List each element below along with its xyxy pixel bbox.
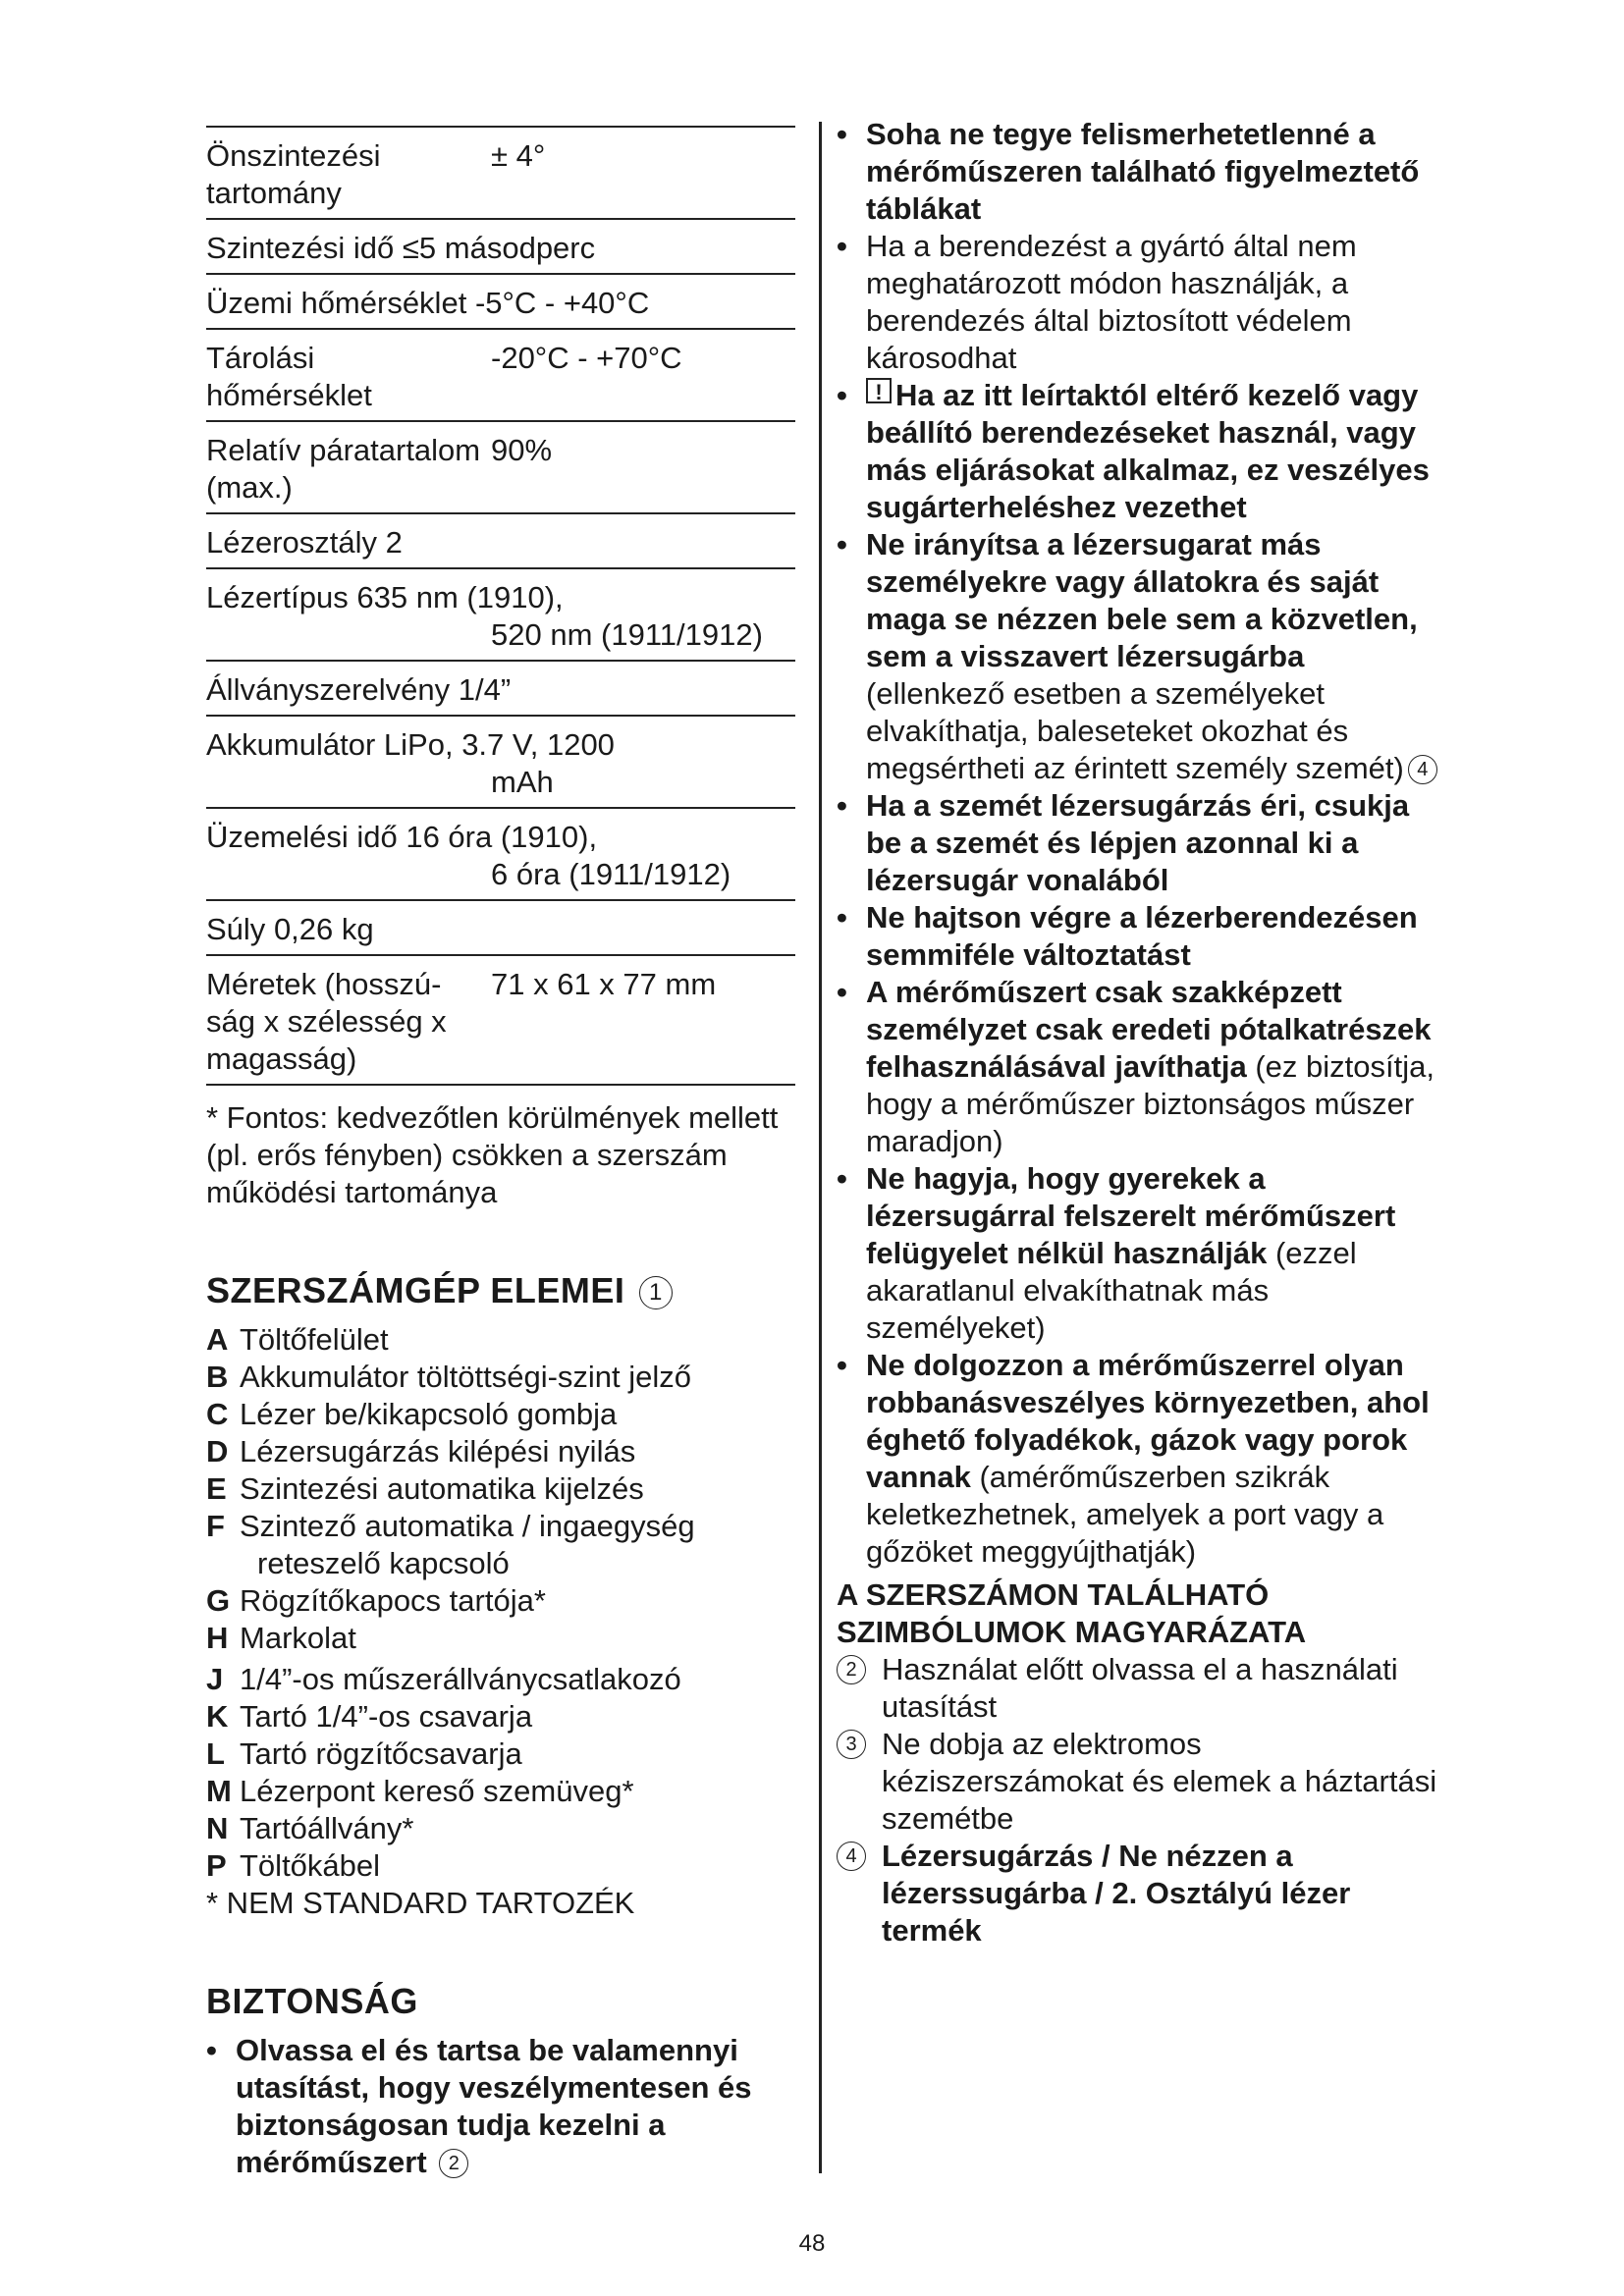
figure-ref-4: 4: [837, 1842, 866, 1871]
spec-label: Üzemi hőmérséklet: [206, 286, 467, 320]
bullet-text: Ha a berendezést a gyártó által nem meghatározott módon használják, a berendezés által biztosított védelem károsodhat: [866, 229, 1357, 375]
spec-row-dimensions: [206, 956, 795, 1086]
part-key: A: [206, 1322, 229, 1357]
symbol-item: [837, 1651, 1445, 1726]
spec-label: Állványszerelvény: [206, 672, 451, 707]
spec-label: Súly: [206, 912, 266, 946]
parts-list-item: [206, 1359, 795, 1396]
bullet-text: (ezzel akaratlanul elvakíthatnak más személyeket): [866, 1236, 1357, 1345]
part-text: Tartó 1/4”-os csavarja: [240, 1699, 533, 1734]
safety-bullet: [837, 974, 1445, 1160]
spec-label: Lézerosztály: [206, 525, 378, 560]
part-key: H: [206, 1621, 229, 1655]
part-text: Lézer be/kikapcsoló gombja: [240, 1397, 618, 1431]
safety-list-continued: [837, 116, 1445, 1571]
bullet-text: (amérőműszerben szikrák keletkezhetnek, amelyek a port vagy a gőzöket meggyújthatják): [866, 1460, 1384, 1569]
part-text: Töltőkábel: [240, 1848, 381, 1883]
safety-heading: BIZTONSÁG: [206, 1981, 418, 2021]
parts-list-item: [206, 1620, 795, 1657]
symbols-list: [837, 1651, 1445, 1949]
right-column: [837, 116, 1445, 1949]
bullet-bold-text: Ne dolgozzon a mérőműszerrel olyan robbanásveszélyes környezetben, ahol éghető folyadékok, gázok vagy porok vannak: [866, 1348, 1430, 1494]
spec-row-humidity: [206, 422, 795, 514]
parts-heading: [206, 1270, 795, 1311]
safety-list: [206, 2032, 795, 2181]
spec-label: Méretek (hosszú-ság x szélesség x magasság): [206, 967, 447, 1076]
operating-range-note: * Fontos: kedvezőtlen körülmények mellett (pl. erős fényben) csökken a szerszám működési tartománya: [206, 1100, 779, 1209]
spec-value: 1/4”: [458, 672, 512, 707]
spec-row-laser-type: [206, 569, 795, 662]
spec-row-laser-class: [206, 514, 795, 569]
parts-list-item: [206, 1698, 795, 1735]
spec-table: [206, 126, 795, 1086]
part-key: G: [206, 1583, 231, 1618]
parts-list-item: [206, 1735, 795, 1773]
part-key: B: [206, 1360, 229, 1394]
bullet-bold-text: Soha ne tegye felismerhetetlenné a mérőműszeren található figyelmeztető táblákat: [866, 117, 1420, 226]
warning-icon: [866, 378, 892, 403]
parts-footnote: * NEM STANDARD TARTOZÉK: [206, 1886, 635, 1920]
spec-value: 2: [385, 525, 403, 560]
spec-value: LiPo, 3.7 V, 1200: [383, 727, 615, 762]
spec-row-weight: [206, 901, 795, 956]
spec-value-continued: 6 óra (1911/1912): [491, 857, 731, 891]
parts-list-item: [206, 1433, 795, 1470]
parts-list-item: [206, 1773, 795, 1810]
part-key: P: [206, 1848, 227, 1883]
spec-value: -5°C - +40°C: [474, 286, 650, 320]
symbols-heading: A SZERSZÁMON TALÁLHATÓ SZIMBÓLUMOK MAGYARÁZATA: [837, 1577, 1307, 1649]
parts-heading-text: SZERSZÁMGÉP ELEMEI: [206, 1270, 625, 1310]
spec-value: -20°C - +70°C: [491, 341, 682, 375]
spec-value-continued: mAh: [491, 765, 554, 799]
part-text: Markolat: [240, 1621, 356, 1655]
symbol-text: Használat előtt olvassa el a használati utasítást: [882, 1652, 1398, 1724]
safety-bullet: [837, 1347, 1445, 1571]
part-key: J: [206, 1662, 224, 1696]
spec-label: Üzemelési idő: [206, 820, 398, 854]
symbol-text: Ne dobja az elektromos kéziszerszámokat és elemek a háztartási szemétbe: [882, 1727, 1437, 1836]
spec-label: Lézertípus: [206, 580, 349, 614]
bullet-bold-text: Ne hagyja, hogy gyerekek a lézersugárral felszerelt mérőműszert felügyelet nélkül használják: [866, 1161, 1396, 1270]
part-text: Rögzítőkapocs tartója*: [240, 1583, 546, 1618]
spec-label: Relatív páratartalom (max.): [206, 433, 481, 505]
spec-value: 71 x 61 x 77 mm: [491, 967, 717, 1001]
spec-row-operating-temp: [206, 275, 795, 330]
safety-bullet: [837, 787, 1445, 899]
spec-value: ± 4°: [491, 138, 546, 173]
bullet-bold-text: Ha az itt leírtaktól eltérő kezelő vagy beállító berendezéseket használ, vagy más eljárásokat alkalmaz, ez veszélyes sugárterheléshez vezethet: [866, 378, 1430, 524]
part-text: Töltőfelület: [240, 1322, 389, 1357]
parts-list-item: [206, 1396, 795, 1433]
spec-value-continued: 520 nm (1911/1912): [491, 617, 763, 652]
spec-value: 16 óra (1910),: [406, 820, 598, 854]
spec-row-runtime: [206, 809, 795, 901]
bullet-text: (ellenkező esetben a személyeket elvakíthatja, baleseteket okozhat és megsértheti az érintett személy szemét): [866, 676, 1404, 785]
spec-row-battery: [206, 717, 795, 809]
spec-value: 90%: [491, 433, 553, 467]
part-text: Tartó rögzítőcsavarja: [240, 1736, 522, 1771]
figure-ref-2: 2: [837, 1655, 866, 1684]
column-divider: [819, 122, 822, 2173]
spec-label: Akkumulátor: [206, 727, 376, 762]
part-text: Lézersugárzás kilépési nyilás: [240, 1434, 636, 1468]
spec-value: ≤5 másodperc: [402, 231, 596, 265]
spec-row-self-leveling: [206, 128, 795, 220]
safety-bullet: [837, 526, 1445, 787]
parts-list: [206, 1321, 795, 1922]
parts-list-item: [206, 1847, 795, 1885]
part-text: Szintező automatika / ingaegység: [240, 1509, 695, 1543]
bullet-text: (ez biztosítja, hogy a mérőműszer biztonságos műszer maradjon): [866, 1049, 1435, 1158]
bullet-bold-text: Olvassa el és tartsa be valamennyi utasítást, hogy veszélymentesen és biztonságosan tudja kezelni a mérőműszert: [236, 2033, 752, 2179]
parts-list-item: [206, 1508, 795, 1582]
symbol-item: [837, 1726, 1445, 1838]
spec-value: 635 nm (1910),: [356, 580, 564, 614]
part-text: 1/4”-os műszerállványcsatlakozó: [240, 1662, 681, 1696]
symbol-item: [837, 1838, 1445, 1949]
spec-row-storage-temp: [206, 330, 795, 422]
spec-row-tripod: [206, 662, 795, 717]
spec-label: Szintezési idő: [206, 231, 395, 265]
figure-ref-1: 1: [639, 1276, 673, 1309]
spec-label: Tárolási hőmérséklet: [206, 341, 372, 412]
safety-bullet: [837, 377, 1445, 526]
figure-ref-3: 3: [837, 1730, 866, 1759]
safety-bullet: [206, 2032, 795, 2181]
parts-list-item: [206, 1470, 795, 1508]
part-text: Akkumulátor töltöttségi-szint jelző: [240, 1360, 692, 1394]
part-text: Lézerpont kereső szemüveg*: [240, 1774, 634, 1808]
bullet-bold-text: Ne hajtson végre a lézerberendezésen semmiféle változtatást: [866, 900, 1418, 972]
page-number: 48: [798, 2230, 826, 2257]
spec-value: 0,26 kg: [273, 912, 374, 946]
part-key: D: [206, 1434, 229, 1468]
parts-list-item: [206, 1582, 795, 1620]
safety-bullet: [837, 1160, 1445, 1347]
bullet-bold-text: Ne irányítsa a lézersugarat más személyekre vagy állatokra és saját maga se nézzen bele sem a közvetlen, sem a visszavert lézersugárba: [866, 527, 1418, 673]
part-key: F: [206, 1509, 225, 1543]
left-column: [206, 126, 795, 2181]
bullet-bold-text: A mérőműszert csak szakképzett személyzet csak eredeti pótalkatrészek felhasználásával javíthatja: [866, 975, 1432, 1084]
part-text: Tartóállvány*: [240, 1811, 414, 1845]
bullet-bold-text: Ha a szemét lézersugárzás éri, csukja be a szemét és lépjen azonnal ki a lézersugár vonalából: [866, 788, 1410, 897]
parts-list-item: [206, 1321, 795, 1359]
safety-bullet: [837, 899, 1445, 974]
figure-ref-4: 4: [1408, 755, 1437, 784]
figure-ref-2: 2: [439, 2149, 468, 2178]
part-key: L: [206, 1736, 225, 1771]
part-text-continued: reteszelő kapcsoló: [257, 1546, 510, 1580]
safety-bullet: [837, 116, 1445, 228]
part-key: E: [206, 1471, 227, 1506]
part-key: K: [206, 1699, 229, 1734]
spec-label: Önszintezési tartomány: [206, 138, 381, 210]
parts-list-item: [206, 1810, 795, 1847]
spec-row-leveling-time: [206, 220, 795, 275]
part-text: Szintezési automatika kijelzés: [240, 1471, 644, 1506]
parts-list-item: [206, 1661, 795, 1698]
symbol-text: Lézersugárzás / Ne nézzen a lézerssugárba / 2. Osztályú lézer termék: [882, 1839, 1351, 1948]
part-key: C: [206, 1397, 229, 1431]
safety-bullet: [837, 228, 1445, 377]
part-key: N: [206, 1811, 229, 1845]
part-key: M: [206, 1774, 232, 1808]
